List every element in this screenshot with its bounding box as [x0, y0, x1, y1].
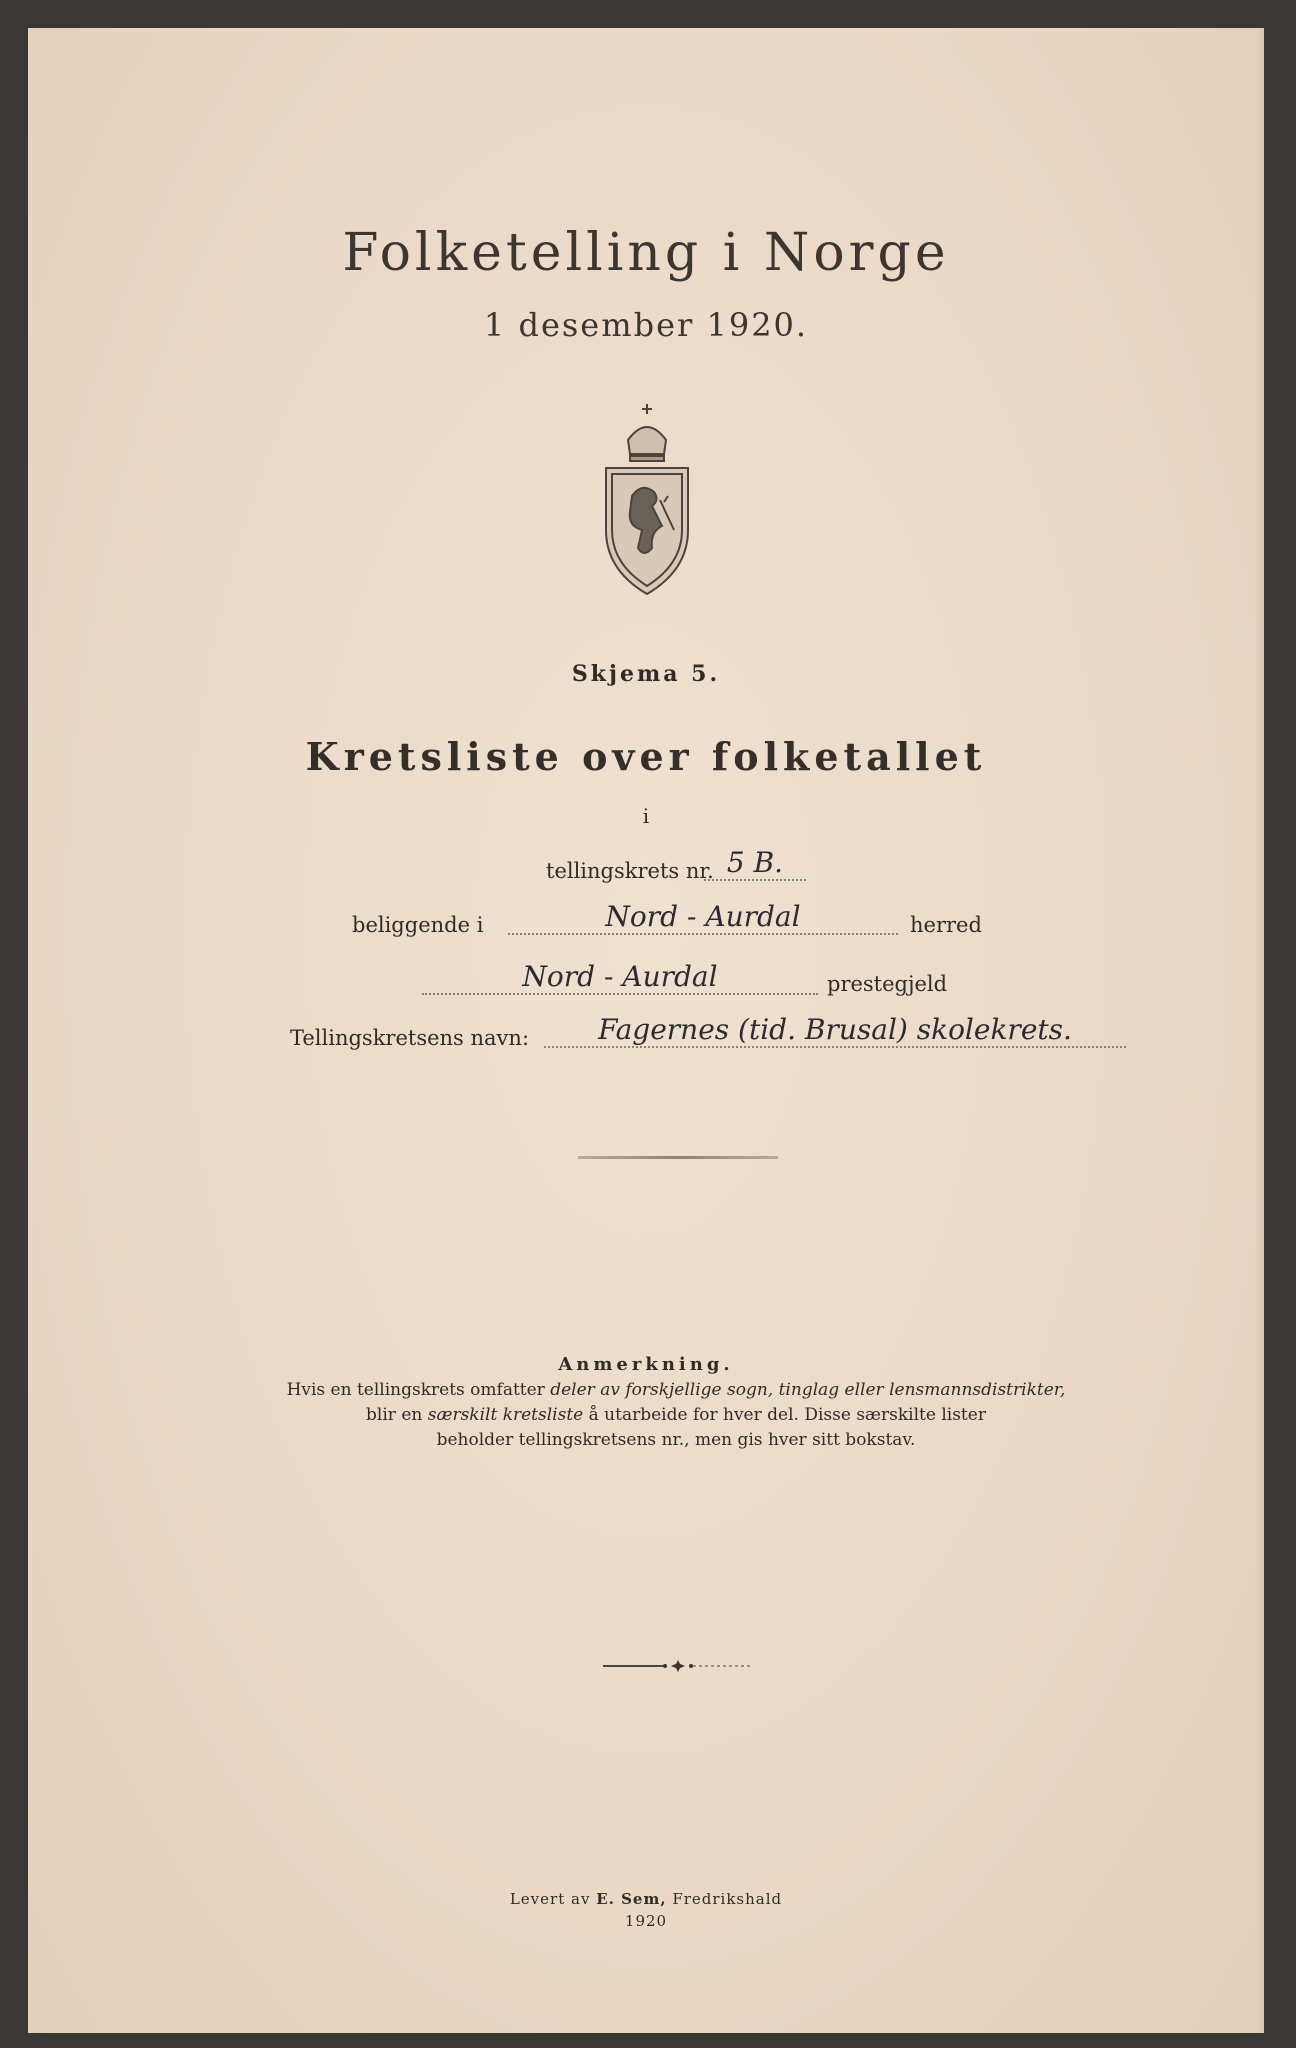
schema-number: Skjema 5.	[571, 661, 721, 687]
heading-connector: i	[642, 804, 650, 828]
census-form-page	[28, 28, 1264, 2033]
form-heading: Kretsliste over folketallet	[305, 734, 987, 779]
divider-rule	[578, 1156, 778, 1159]
municipality-field[interactable]: Nord - Aurdal	[508, 900, 898, 935]
note-line-1: Hvis en tellingskrets omfatter deler av forskjellige sogn, tinglag eller lensmannsdistrikter,	[286, 1380, 1066, 1400]
note-line-2: blir en særskilt kretsliste å utarbeide for hver del. Disse særskilte lister	[366, 1405, 986, 1425]
coat-of-arms-icon	[598, 400, 696, 600]
note-title: Anmerkning.	[558, 1354, 734, 1375]
circuit-number-label: tellingskrets nr.	[546, 859, 714, 883]
note-line-3: beholder tellingskretsens nr., men gis hver sitt bokstav.	[436, 1430, 916, 1450]
parish-field[interactable]: Nord - Aurdal	[422, 960, 818, 995]
census-date: 1 desember 1920.	[483, 306, 809, 344]
form-title: Folketelling i Norge	[342, 223, 950, 283]
circuit-name-label: Tellingskretsens navn:	[290, 1026, 530, 1050]
located-in-label: beliggende i	[352, 913, 484, 937]
circuit-number-field[interactable]: 5 B.	[704, 846, 806, 881]
parish-label: prestegjeld	[827, 972, 948, 996]
ornament-divider-icon	[603, 1660, 753, 1672]
printer-credit: Levert av E. Sem, Fredrikshald	[509, 1890, 783, 1908]
circuit-name-field[interactable]: Fagernes (tid. Brusal) skolekrets.	[544, 1013, 1126, 1048]
herred-label: herred	[910, 913, 982, 937]
printer-year: 1920	[624, 1912, 668, 1930]
